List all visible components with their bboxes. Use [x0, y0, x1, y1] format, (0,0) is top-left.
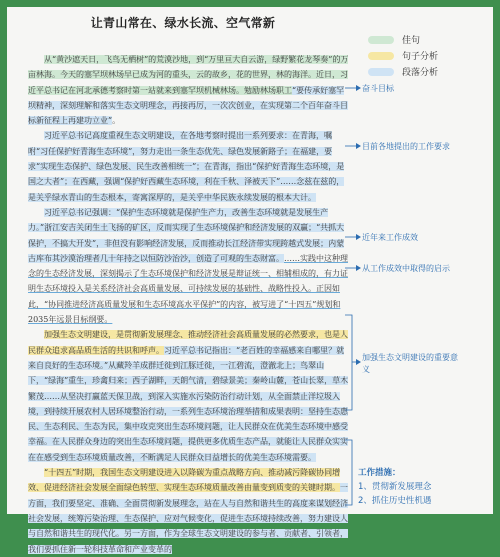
- annotation-results: 近年来工作成效: [362, 233, 418, 242]
- notes-heading: 工作措施：: [358, 468, 401, 478]
- arrow-head: [356, 359, 361, 365]
- annotation-significance: 加强生态文明建设的重要意: [362, 353, 458, 362]
- highlight-sentence: 习近平总书记指出：“老百姓的幸福感来自哪里？就来自良好的生态环境。”从藏羚羊成群迁徙到江豚迁徙，一江碧流，澄澈北上；鸟翠山下，“绿海”重生，珍禽归来；西子湖畔，天朗气清，碧绿景美；秦岭山麓，苍山长翠，草木繁茂……从坚决打赢蓝天保卫战，到深入实施水污染防治行动计划，从全面禁止洋垃圾入境，到持续开展农村人居环境整治行动，一系列生态环境治理举措和成果表明：坚持生态惠民、生态利民、生态为民，集中攻克突出生态环境问题，让人民群众在优美生态环境中感受幸福。: [28, 345, 349, 447]
- annotation-goal: 奋斗目标: [362, 84, 394, 93]
- highlight-sentence: 加强生态文明建设，是贯彻新发展理念、推动经济社会高质量发展的必然要求，也是人民群众追求高品质生活的共识和呼声。: [28, 330, 348, 355]
- annotation-significance-cont: 义: [362, 365, 370, 374]
- highlight-sentence: 一方面，我们要坚定、准确、全面贯彻新发展理念，站在人与自然和谐共生的高度来谋划经济社会发展，统筹污染治理、生态保护、应对气候变化，促进生态环境持续改善，努力建设人与自然和谐共生的现代化。另一方面，作为全球生态文明建设的参与者、贡献者、引领者，我们要抓住新一轮科技革命和产业变革的: [28, 483, 348, 554]
- highlight-sentence: 在人民群众身边的突出生态环境问题，提供更多优质生态产品，就能让人民群众实实在在感受到生态环境质量改善，不断满足人民群众日益增长的优美生态环境需要。: [28, 437, 348, 462]
- highlight-sentence: “要传承好塞罕坝精神，深刻理解和落实生态文明理念，再接再厉，一次次创业，在实现第二个百年奋斗目标新征程上再建功立业”: [28, 85, 348, 126]
- arrow-head: [356, 234, 361, 240]
- annotation-inspiration: 从工作成效中取得的启示: [362, 264, 450, 273]
- text-run: 。: [112, 116, 121, 126]
- annotation-requirements: 目前各地提出的工作要求: [362, 142, 450, 151]
- legend-label: 句子分析: [402, 52, 439, 62]
- highlight-sentence: 习近平总书记强调：“保护生态环境就是保护生产力，改善生态环境就是发展生产力。”浙江安吉关闭生土飞扬的矿区，反而实现了生态环境保护和经济发展的双赢；“共抓大保护，不搞大开发”，非但没有影响经济发展，反而推动长江经济带实现跨越式发展；内蒙古库布其沙漠治理者几十年持之以恒防沙治沙，创造了可观的生态财富。: [28, 207, 345, 263]
- measures-notes: [358, 466, 431, 508]
- legend-label: 段落分析: [402, 68, 439, 78]
- legend-label: 佳句: [402, 36, 421, 46]
- bracket: [345, 315, 352, 410]
- arrow-head: [356, 85, 361, 91]
- bracket: [345, 440, 352, 505]
- notes-item: 1、贯彻新发展理念: [358, 482, 432, 492]
- underlined-sentence: ……实践中这种理念的生态经济发展，深刻揭示了生态环境保护和经济发展是辩证统一、相辅相成的，有力证明生态环境投入是关系经济社会高质量发展、可持续发展的基础性、战略性投入。正因如此，“协同推进经济高质量发展和生态环境高水平保护”的内容，被写进了“十四五”规划和2035年远景目标纲要。: [28, 253, 348, 325]
- arrow-head: [356, 265, 361, 271]
- page-title: 让青山常在、绿水长流、空气常新: [90, 16, 276, 30]
- notes-item: 2、抓住历史性机遇: [358, 496, 432, 506]
- highlight-sentence: “十四五”时期，我国生态文明建设进入以降碳为重点战略方向、推动减污降碳协同增效、促进经济社会发展全面绿色转型、实现生态环境质量改善由量变到质变的关键时期。: [28, 468, 341, 493]
- highlight-sentence: 习任保护好青海生态环境”，努力走出一条生态优先、绿色发展新路子；在福建，要求“实现生态保护、绿色发展、民生改善相统一”；在青海，指出“保护好青海生态环境，是国之大者”；在西藏，强调“保护好西藏生态环境，利在千秋、泽被天下”……念兹在兹的，是关乎绿水青山的生态根本，寄寓深厚的，是关乎中华民族永续发展的根本大计。: [28, 146, 345, 202]
- arrow-head: [356, 143, 361, 149]
- highlight-sentence: 习近平总书记高度重视生态文明建设，在各地考察时提出一系列要求：在青海，嘱咐“: [28, 131, 332, 156]
- highlight-sentence: 从“黄沙遮天日，飞鸟无栖树”的荒漠沙地，到“万里亘大自云游，绿野繁花龙琴奏”的万亩林海。今天的塞罕坝林场早已成为河的重头，云的故乡，花的世界，林的海洋。近日，习近平总书记在河北承德考察时第一站就来到塞罕坝机械林场。勉励林场职工: [28, 55, 349, 95]
